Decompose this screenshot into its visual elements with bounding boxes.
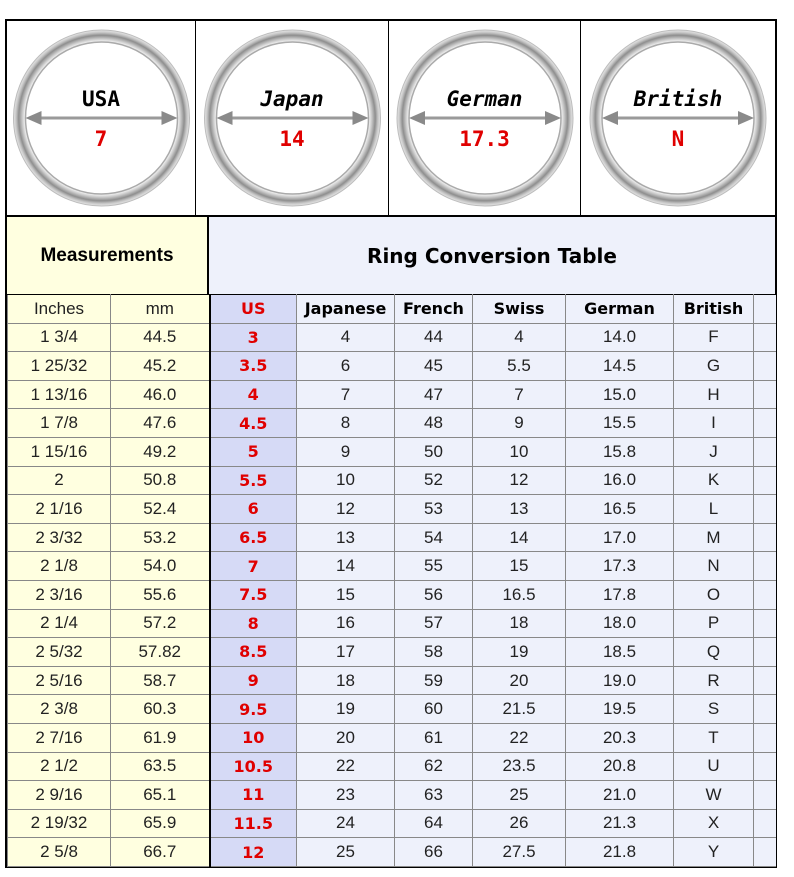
cell-swiss: 9 bbox=[473, 409, 566, 438]
table-row bbox=[8, 752, 776, 781]
cell-mm: 57.82 bbox=[111, 638, 210, 667]
cell-mm: 45.2 bbox=[111, 352, 210, 381]
ring-size-value: 17.3 bbox=[459, 127, 510, 151]
cell-mm: 52.4 bbox=[111, 495, 210, 524]
cell-us: 8 bbox=[210, 609, 297, 638]
cell-swiss: 18 bbox=[473, 609, 566, 638]
table-row bbox=[8, 323, 776, 352]
cell-swiss: 16.5 bbox=[473, 580, 566, 609]
header-mm: mm bbox=[111, 295, 210, 324]
cell-french: 50 bbox=[395, 437, 473, 466]
cell-french: 45 bbox=[395, 352, 473, 381]
cell-swiss: 20 bbox=[473, 666, 566, 695]
cell-german: 16.0 bbox=[566, 466, 674, 495]
cell-japanese: 7 bbox=[297, 380, 395, 409]
cell-british: T bbox=[674, 723, 754, 752]
cell-mm: 65.1 bbox=[111, 781, 210, 810]
cell-inches: 1 3/4 bbox=[8, 323, 111, 352]
row-spacer bbox=[754, 552, 776, 581]
cell-mm: 57.2 bbox=[111, 609, 210, 638]
cell-japanese: 4 bbox=[297, 323, 395, 352]
cell-japanese: 24 bbox=[297, 809, 395, 838]
table-row bbox=[8, 781, 776, 810]
table-row bbox=[8, 666, 776, 695]
cell-mm: 58.7 bbox=[111, 666, 210, 695]
cell-french: 47 bbox=[395, 380, 473, 409]
cell-german: 14.5 bbox=[566, 352, 674, 381]
header-swiss: Swiss bbox=[473, 295, 566, 324]
row-spacer bbox=[754, 523, 776, 552]
cell-swiss: 12 bbox=[473, 466, 566, 495]
cell-swiss: 15 bbox=[473, 552, 566, 581]
cell-japanese: 8 bbox=[297, 409, 395, 438]
cell-mm: 50.8 bbox=[111, 466, 210, 495]
cell-french: 44 bbox=[395, 323, 473, 352]
ring-header bbox=[7, 21, 775, 217]
conversion-table bbox=[7, 294, 776, 867]
cell-us: 9 bbox=[210, 666, 297, 695]
ring-icon bbox=[389, 21, 581, 215]
cell-us: 12 bbox=[210, 838, 297, 867]
cell-japanese: 25 bbox=[297, 838, 395, 867]
cell-swiss: 21.5 bbox=[473, 695, 566, 724]
table-row bbox=[8, 580, 776, 609]
cell-german: 14.0 bbox=[566, 323, 674, 352]
cell-inches: 2 1/2 bbox=[8, 752, 111, 781]
cell-japanese: 10 bbox=[297, 466, 395, 495]
row-spacer bbox=[754, 323, 776, 352]
cell-british: O bbox=[674, 580, 754, 609]
ring-panel-british bbox=[581, 21, 775, 215]
cell-german: 19.0 bbox=[566, 666, 674, 695]
cell-swiss: 27.5 bbox=[473, 838, 566, 867]
ring-country-label: German bbox=[446, 87, 523, 111]
cell-french: 56 bbox=[395, 580, 473, 609]
cell-mm: 53.2 bbox=[111, 523, 210, 552]
cell-british: X bbox=[674, 809, 754, 838]
cell-japanese: 20 bbox=[297, 723, 395, 752]
cell-british: I bbox=[674, 409, 754, 438]
table-row bbox=[8, 809, 776, 838]
cell-french: 53 bbox=[395, 495, 473, 524]
cell-british: K bbox=[674, 466, 754, 495]
cell-mm: 44.5 bbox=[111, 323, 210, 352]
conversion-table-area bbox=[7, 217, 775, 866]
row-spacer bbox=[754, 352, 776, 381]
ring-size-value: 14 bbox=[279, 127, 305, 151]
row-spacer bbox=[754, 609, 776, 638]
cell-mm: 60.3 bbox=[111, 695, 210, 724]
cell-japanese: 15 bbox=[297, 580, 395, 609]
table-row bbox=[8, 523, 776, 552]
cell-inches: 2 1/16 bbox=[8, 495, 111, 524]
header-spacer bbox=[754, 295, 776, 324]
row-spacer bbox=[754, 466, 776, 495]
cell-us: 6.5 bbox=[210, 523, 297, 552]
row-spacer bbox=[754, 666, 776, 695]
cell-us: 7.5 bbox=[210, 580, 297, 609]
cell-british: R bbox=[674, 666, 754, 695]
ring-panel-usa bbox=[7, 21, 196, 215]
ring-panel-japan bbox=[196, 21, 389, 215]
cell-japanese: 22 bbox=[297, 752, 395, 781]
row-spacer bbox=[754, 580, 776, 609]
cell-us: 5.5 bbox=[210, 466, 297, 495]
cell-french: 61 bbox=[395, 723, 473, 752]
cell-inches: 2 5/32 bbox=[8, 638, 111, 667]
cell-inches: 1 13/16 bbox=[8, 380, 111, 409]
cell-british: M bbox=[674, 523, 754, 552]
cell-british: L bbox=[674, 495, 754, 524]
ring-panel-german bbox=[389, 21, 581, 215]
cell-german: 17.3 bbox=[566, 552, 674, 581]
cell-japanese: 16 bbox=[297, 609, 395, 638]
cell-mm: 46.0 bbox=[111, 380, 210, 409]
cell-swiss: 7 bbox=[473, 380, 566, 409]
row-spacer bbox=[754, 380, 776, 409]
cell-japanese: 23 bbox=[297, 781, 395, 810]
cell-british: N bbox=[674, 552, 754, 581]
cell-french: 59 bbox=[395, 666, 473, 695]
cell-us: 8.5 bbox=[210, 638, 297, 667]
cell-mm: 65.9 bbox=[111, 809, 210, 838]
ring-country-label: USA bbox=[82, 87, 120, 111]
table-row bbox=[8, 552, 776, 581]
row-spacer bbox=[754, 781, 776, 810]
cell-inches: 2 1/8 bbox=[8, 552, 111, 581]
table-row bbox=[8, 380, 776, 409]
header-french: French bbox=[395, 295, 473, 324]
cell-swiss: 23.5 bbox=[473, 752, 566, 781]
cell-us: 3.5 bbox=[210, 352, 297, 381]
cell-inches: 2 19/32 bbox=[8, 809, 111, 838]
row-spacer bbox=[754, 752, 776, 781]
cell-british: Y bbox=[674, 838, 754, 867]
cell-mm: 49.2 bbox=[111, 437, 210, 466]
ring-icon bbox=[196, 21, 389, 215]
cell-swiss: 14 bbox=[473, 523, 566, 552]
ring-size-value: N bbox=[671, 127, 685, 151]
cell-japanese: 13 bbox=[297, 523, 395, 552]
cell-mm: 66.7 bbox=[111, 838, 210, 867]
cell-british: F bbox=[674, 323, 754, 352]
cell-inches: 2 9/16 bbox=[8, 781, 111, 810]
cell-german: 17.8 bbox=[566, 580, 674, 609]
cell-british: S bbox=[674, 695, 754, 724]
cell-mm: 54.0 bbox=[111, 552, 210, 581]
cell-swiss: 5.5 bbox=[473, 352, 566, 381]
cell-inches: 1 15/16 bbox=[8, 437, 111, 466]
cell-us: 10.5 bbox=[210, 752, 297, 781]
header-japanese: Japanese bbox=[297, 295, 395, 324]
cell-german: 15.0 bbox=[566, 380, 674, 409]
header-british: British bbox=[674, 295, 754, 324]
cell-inches: 2 3/8 bbox=[8, 695, 111, 724]
cell-german: 21.8 bbox=[566, 838, 674, 867]
cell-japanese: 6 bbox=[297, 352, 395, 381]
table-row bbox=[8, 352, 776, 381]
cell-japanese: 18 bbox=[297, 666, 395, 695]
cell-german: 21.0 bbox=[566, 781, 674, 810]
cell-swiss: 4 bbox=[473, 323, 566, 352]
cell-british: G bbox=[674, 352, 754, 381]
table-title: Ring Conversion Table bbox=[209, 217, 775, 294]
cell-french: 63 bbox=[395, 781, 473, 810]
cell-swiss: 19 bbox=[473, 638, 566, 667]
cell-us: 4.5 bbox=[210, 409, 297, 438]
row-spacer bbox=[754, 723, 776, 752]
ring-icon bbox=[581, 21, 775, 215]
cell-british: P bbox=[674, 609, 754, 638]
table-row bbox=[8, 838, 776, 867]
header-us: US bbox=[210, 295, 297, 324]
cell-french: 54 bbox=[395, 523, 473, 552]
cell-us: 3 bbox=[210, 323, 297, 352]
cell-british: Q bbox=[674, 638, 754, 667]
cell-german: 18.0 bbox=[566, 609, 674, 638]
cell-german: 19.5 bbox=[566, 695, 674, 724]
column-header-row bbox=[8, 295, 776, 324]
table-row bbox=[8, 437, 776, 466]
cell-british: J bbox=[674, 437, 754, 466]
row-spacer bbox=[754, 838, 776, 867]
cell-japanese: 12 bbox=[297, 495, 395, 524]
row-spacer bbox=[754, 638, 776, 667]
measurements-heading: Measurements bbox=[7, 217, 209, 294]
cell-french: 66 bbox=[395, 838, 473, 867]
table-row bbox=[8, 409, 776, 438]
cell-japanese: 14 bbox=[297, 552, 395, 581]
cell-french: 62 bbox=[395, 752, 473, 781]
ring-icon bbox=[7, 21, 196, 215]
cell-french: 57 bbox=[395, 609, 473, 638]
header-german: German bbox=[566, 295, 674, 324]
table-row bbox=[8, 495, 776, 524]
cell-french: 60 bbox=[395, 695, 473, 724]
cell-swiss: 22 bbox=[473, 723, 566, 752]
row-spacer bbox=[754, 495, 776, 524]
cell-inches: 2 1/4 bbox=[8, 609, 111, 638]
cell-us: 10 bbox=[210, 723, 297, 752]
cell-inches: 2 7/16 bbox=[8, 723, 111, 752]
cell-us: 4 bbox=[210, 380, 297, 409]
cell-inches: 2 bbox=[8, 466, 111, 495]
cell-us: 5 bbox=[210, 437, 297, 466]
cell-german: 15.5 bbox=[566, 409, 674, 438]
cell-japanese: 9 bbox=[297, 437, 395, 466]
cell-british: W bbox=[674, 781, 754, 810]
cell-swiss: 13 bbox=[473, 495, 566, 524]
cell-mm: 47.6 bbox=[111, 409, 210, 438]
row-spacer bbox=[754, 809, 776, 838]
table-row bbox=[8, 723, 776, 752]
cell-us: 11.5 bbox=[210, 809, 297, 838]
table-row bbox=[8, 609, 776, 638]
cell-us: 7 bbox=[210, 552, 297, 581]
ring-country-label: British bbox=[633, 87, 723, 111]
cell-inches: 1 7/8 bbox=[8, 409, 111, 438]
cell-us: 6 bbox=[210, 495, 297, 524]
cell-inches: 2 5/8 bbox=[8, 838, 111, 867]
ring-size-value: 7 bbox=[94, 127, 108, 151]
cell-british: U bbox=[674, 752, 754, 781]
table-row bbox=[8, 695, 776, 724]
cell-german: 17.0 bbox=[566, 523, 674, 552]
row-spacer bbox=[754, 695, 776, 724]
cell-japanese: 19 bbox=[297, 695, 395, 724]
cell-german: 20.8 bbox=[566, 752, 674, 781]
cell-inches: 1 25/32 bbox=[8, 352, 111, 381]
cell-german: 18.5 bbox=[566, 638, 674, 667]
row-spacer bbox=[754, 437, 776, 466]
row-spacer bbox=[754, 409, 776, 438]
cell-mm: 55.6 bbox=[111, 580, 210, 609]
cell-german: 16.5 bbox=[566, 495, 674, 524]
cell-french: 58 bbox=[395, 638, 473, 667]
cell-french: 48 bbox=[395, 409, 473, 438]
cell-french: 52 bbox=[395, 466, 473, 495]
header-inches: Inches bbox=[8, 295, 111, 324]
table-row bbox=[8, 466, 776, 495]
ring-size-chart bbox=[5, 19, 777, 868]
cell-mm: 61.9 bbox=[111, 723, 210, 752]
cell-french: 64 bbox=[395, 809, 473, 838]
cell-swiss: 25 bbox=[473, 781, 566, 810]
cell-french: 55 bbox=[395, 552, 473, 581]
cell-swiss: 10 bbox=[473, 437, 566, 466]
cell-german: 20.3 bbox=[566, 723, 674, 752]
cell-inches: 2 3/16 bbox=[8, 580, 111, 609]
cell-japanese: 17 bbox=[297, 638, 395, 667]
cell-mm: 63.5 bbox=[111, 752, 210, 781]
cell-british: H bbox=[674, 380, 754, 409]
cell-us: 11 bbox=[210, 781, 297, 810]
cell-inches: 2 3/32 bbox=[8, 523, 111, 552]
ring-country-label: Japan bbox=[260, 87, 324, 111]
cell-german: 21.3 bbox=[566, 809, 674, 838]
cell-inches: 2 5/16 bbox=[8, 666, 111, 695]
cell-swiss: 26 bbox=[473, 809, 566, 838]
cell-german: 15.8 bbox=[566, 437, 674, 466]
cell-us: 9.5 bbox=[210, 695, 297, 724]
table-row bbox=[8, 638, 776, 667]
